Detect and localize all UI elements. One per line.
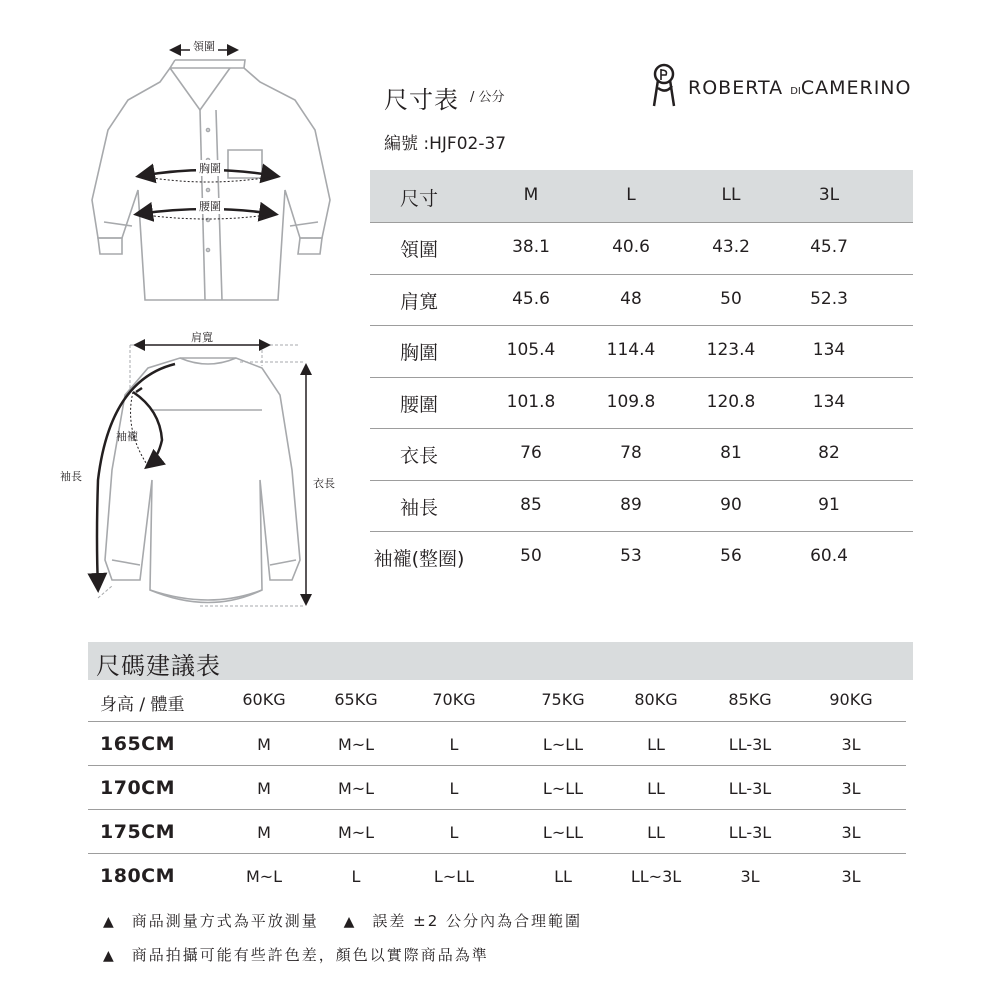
recommend-cell: LL: [554, 867, 572, 886]
size-cell: 85: [520, 494, 542, 515]
recommend-cell: M~L: [337, 823, 375, 842]
recommend-cell: L: [449, 823, 459, 842]
size-cell: 120.8: [706, 391, 756, 412]
recommend-cell: LL-3L: [728, 779, 772, 798]
triangle-icon: ▲: [343, 914, 357, 930]
size-cell: 76: [520, 443, 542, 463]
size-header-label: 尺寸: [399, 188, 439, 210]
size-cell: 45.7: [810, 237, 848, 257]
row-divider: [88, 765, 906, 766]
size-cell: 91: [818, 494, 840, 515]
size-row-label: 領圍: [399, 239, 439, 261]
recommend-cell: LL-3L: [728, 735, 772, 754]
triangle-icon: ▲: [103, 914, 116, 930]
row-divider: [370, 480, 913, 481]
waist-label: 腰圍: [196, 198, 224, 214]
height-weight-label: 身高 / 體重: [100, 695, 185, 715]
size-cell: 78: [620, 443, 642, 463]
size-cell: 134: [812, 340, 846, 360]
triangle-icon: ▲: [103, 948, 116, 964]
size-cell: 114.4: [606, 340, 656, 360]
height-row-label: 170CM: [100, 777, 176, 799]
row-divider: [88, 809, 906, 810]
size-row-label: 衣長: [399, 445, 439, 467]
size-cell: 50: [720, 288, 742, 309]
weight-col-header: 65KG: [334, 690, 378, 709]
size-row-label: 袖長: [399, 496, 439, 519]
recommend-cell: LL-3L: [728, 823, 772, 842]
size-cell: 56: [720, 546, 742, 566]
shirt-back-icon: [105, 358, 300, 603]
size-row-label: 胸圍: [399, 342, 439, 364]
size-col-header: L: [626, 185, 636, 205]
note-line-2: ▲ 商品拍攝可能有些許色差，顏色以實際商品為準: [103, 946, 489, 964]
brand-logo-icon: [644, 60, 684, 110]
collar-label: 領圍: [190, 38, 218, 54]
size-cell: 52.3: [810, 288, 848, 309]
weight-col-header: 90KG: [829, 690, 873, 709]
recommend-cell: L~LL: [433, 867, 475, 886]
cuff-label: 袖襱: [116, 430, 138, 443]
weight-col-header: 80KG: [634, 690, 678, 709]
recommend-cell: LL: [647, 823, 665, 842]
row-divider: [370, 222, 913, 223]
recommend-cell: 3L: [841, 823, 861, 842]
size-cell: 40.6: [612, 237, 650, 257]
size-cell: 123.4: [706, 340, 756, 360]
size-chart-title: 尺寸表: [384, 86, 459, 114]
size-cell: 101.8: [506, 391, 556, 412]
sleeve-arrow: [97, 364, 175, 588]
size-cell: 43.2: [712, 237, 750, 257]
recommend-cell: L~LL: [542, 823, 584, 842]
recommend-cell: 3L: [841, 867, 861, 886]
recommend-cell: LL: [647, 779, 665, 798]
size-cell: 82: [818, 443, 840, 463]
recommend-cell: M: [257, 779, 271, 798]
size-col-header: LL: [721, 185, 741, 205]
recommend-cell: LL~3L: [630, 867, 682, 886]
shoulder-label: 肩寬: [191, 331, 213, 344]
size-cell: 109.8: [606, 391, 656, 412]
height-row-label: 165CM: [100, 733, 176, 755]
size-cell: 50: [520, 546, 542, 566]
recommend-cell: 3L: [841, 735, 861, 754]
size-cell: 134: [812, 391, 846, 412]
row-divider: [370, 274, 913, 275]
weight-col-header: 60KG: [242, 690, 286, 709]
shirt-front-icon: [92, 60, 330, 300]
recommend-cell: L: [351, 867, 361, 886]
recommend-cell: 3L: [740, 867, 760, 886]
recommend-title: 尺碼建議表: [96, 652, 221, 680]
recommend-cell: L~LL: [542, 779, 584, 798]
shirt-diagram: [0, 0, 360, 620]
height-row-label: 175CM: [100, 821, 176, 843]
brand-name: ROBERTA DICAMERINO: [688, 77, 912, 99]
weight-col-header: 70KG: [432, 690, 476, 709]
recommend-cell: L: [449, 779, 459, 798]
size-cell: 60.4: [810, 546, 848, 566]
recommend-cell: LL: [647, 735, 665, 754]
size-col-header: 3L: [818, 185, 840, 205]
unit-label: / 公分: [470, 90, 505, 105]
row-divider: [370, 531, 913, 532]
row-divider: [370, 377, 913, 378]
recommend-cell: 3L: [841, 779, 861, 798]
size-row-label: 袖襱(整圈): [373, 548, 465, 570]
size-col-header: M: [523, 185, 539, 205]
length-label: 衣長: [313, 477, 335, 490]
size-cell: 48: [620, 288, 642, 309]
weight-col-header: 75KG: [541, 690, 585, 709]
row-divider: [370, 325, 913, 326]
size-row-label: 腰圍: [399, 393, 439, 416]
size-cell: 81: [720, 443, 742, 463]
size-cell: 90: [720, 494, 742, 515]
size-row-label: 肩寬: [399, 290, 439, 313]
product-code: 編號 :HJF02-37: [384, 134, 507, 154]
recommend-cell: M~L: [245, 867, 283, 886]
size-cell: 105.4: [506, 340, 556, 360]
size-cell: 53: [620, 546, 642, 566]
recommend-cell: M~L: [337, 735, 375, 754]
weight-col-header: 85KG: [728, 690, 772, 709]
height-row-label: 180CM: [100, 865, 176, 887]
size-cell: 38.1: [512, 237, 550, 257]
recommend-cell: M: [257, 823, 271, 842]
recommend-cell: M~L: [337, 779, 375, 798]
recommend-cell: L: [449, 735, 459, 754]
row-divider: [88, 853, 906, 854]
sleeve-label: 袖長: [60, 470, 82, 483]
recommend-cell: M: [257, 735, 271, 754]
chest-label: 胸圍: [196, 160, 224, 176]
note-line-1: ▲ 商品測量方式為平放測量 ▲ 誤差 ±2 公分內為合理範圍: [103, 912, 583, 930]
row-divider: [370, 428, 913, 429]
size-cell: 89: [620, 494, 642, 515]
row-divider: [88, 721, 906, 722]
recommend-cell: L~LL: [542, 735, 584, 754]
size-cell: 45.6: [512, 288, 550, 309]
